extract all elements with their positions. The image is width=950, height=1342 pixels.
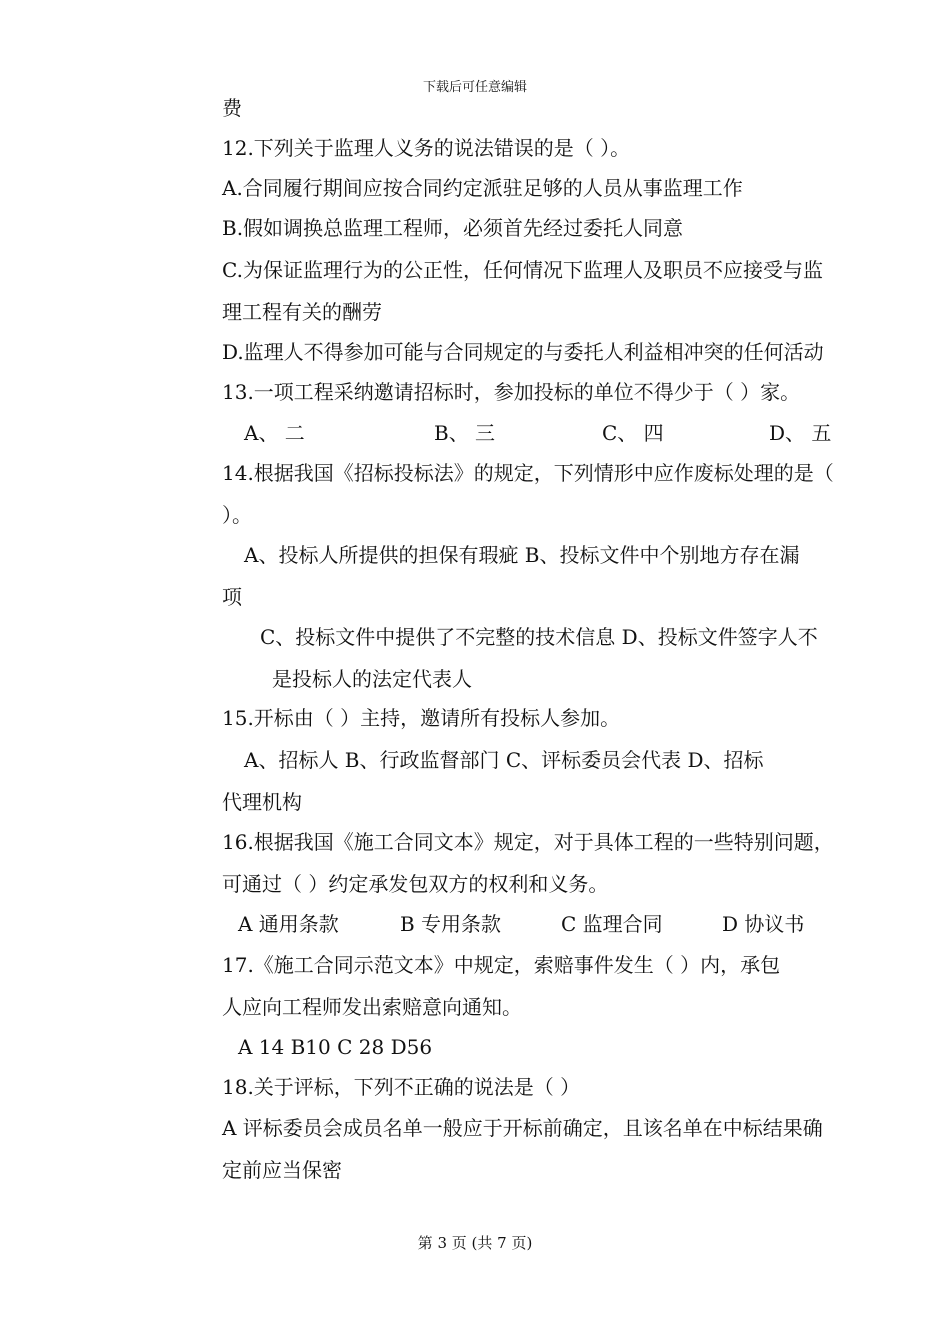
q17-options: A 14 B10 C 28 D56 [238, 1035, 433, 1059]
q16-option-c: C 监理合同 [561, 912, 663, 936]
question-17: 17.《施工合同示范文本》中规定，索赔事件发生（ ）内，承包 [222, 953, 781, 977]
question-14-cont: ）。 [222, 503, 252, 527]
q18-option-a: A 评标委员会成员名单一般应于开标前确定，且该名单在中标结果确 [222, 1116, 823, 1140]
q16-option-b: B 专用条款 [400, 912, 502, 936]
q15-options: A、招标人 B、行政监督部门 C、评标委员会代表 D、招标 [244, 748, 764, 772]
q14-options-ab-cont: 项 [222, 585, 242, 609]
q15-options-cont: 代理机构 [222, 790, 302, 814]
q13-option-b: B、 三 [434, 421, 496, 445]
q18-option-a-cont: 定前应当保密 [222, 1158, 342, 1182]
q13-option-d: D、 五 [769, 421, 832, 445]
q13-option-a: A、 二 [244, 421, 305, 445]
page-footer: 第 3 页 (共 7 页) [417, 1234, 533, 1252]
q12-option-c-cont: 理工程有关的酬劳 [222, 300, 382, 324]
q12-option-c: C.为保证监理行为的公正性，任何情况下监理人及职员不应接受与监 [222, 258, 823, 282]
text-line: 费 [222, 96, 242, 120]
q12-option-b: B.假如调换总监理工程师，必须首先经过委托人同意 [222, 216, 684, 240]
question-15: 15.开标由（ ）主持，邀请所有投标人参加。 [222, 706, 621, 730]
q16-option-a: A 通用条款 [238, 912, 339, 936]
question-17-cont: 人应向工程师发出索赔意向通知。 [222, 995, 522, 1019]
page-header: 下载后可任意编辑 [422, 80, 527, 95]
question-16-cont: 可通过（ ）约定承发包双方的权利和义务。 [222, 872, 609, 896]
q13-option-c: C、 四 [602, 421, 664, 445]
question-14: 14.根据我国《招标投标法》的规定，下列情形中应作废标处理的是（ [222, 461, 834, 485]
q14-options-ab: A、投标人所提供的担保有瑕疵 B、投标文件中个别地方存在漏 [244, 543, 800, 567]
question-13: 13.一项工程采纳邀请招标时，参加投标的单位不得少于（ ）家。 [222, 380, 801, 404]
q14-options-cd: C、投标文件中提供了不完整的技术信息 D、投标文件签字人不 [260, 625, 818, 649]
q12-option-d: D.监理人不得参加可能与合同规定的与委托人利益相冲突的任何活动 [222, 340, 824, 364]
question-12: 12.下列关于监理人义务的说法错误的是（ ）。 [222, 136, 631, 160]
q14-options-cd-cont: 是投标人的法定代表人 [272, 667, 472, 691]
q16-option-d: D 协议书 [722, 912, 805, 936]
q12-option-a: A.合同履行期间应按合同约定派驻足够的人员从事监理工作 [222, 176, 743, 200]
question-16: 16.根据我国《施工合同文本》规定，对于具体工程的一些特别问题， [222, 830, 834, 854]
question-18: 18.关于评标，下列不正确的说法是（ ） [222, 1075, 581, 1099]
